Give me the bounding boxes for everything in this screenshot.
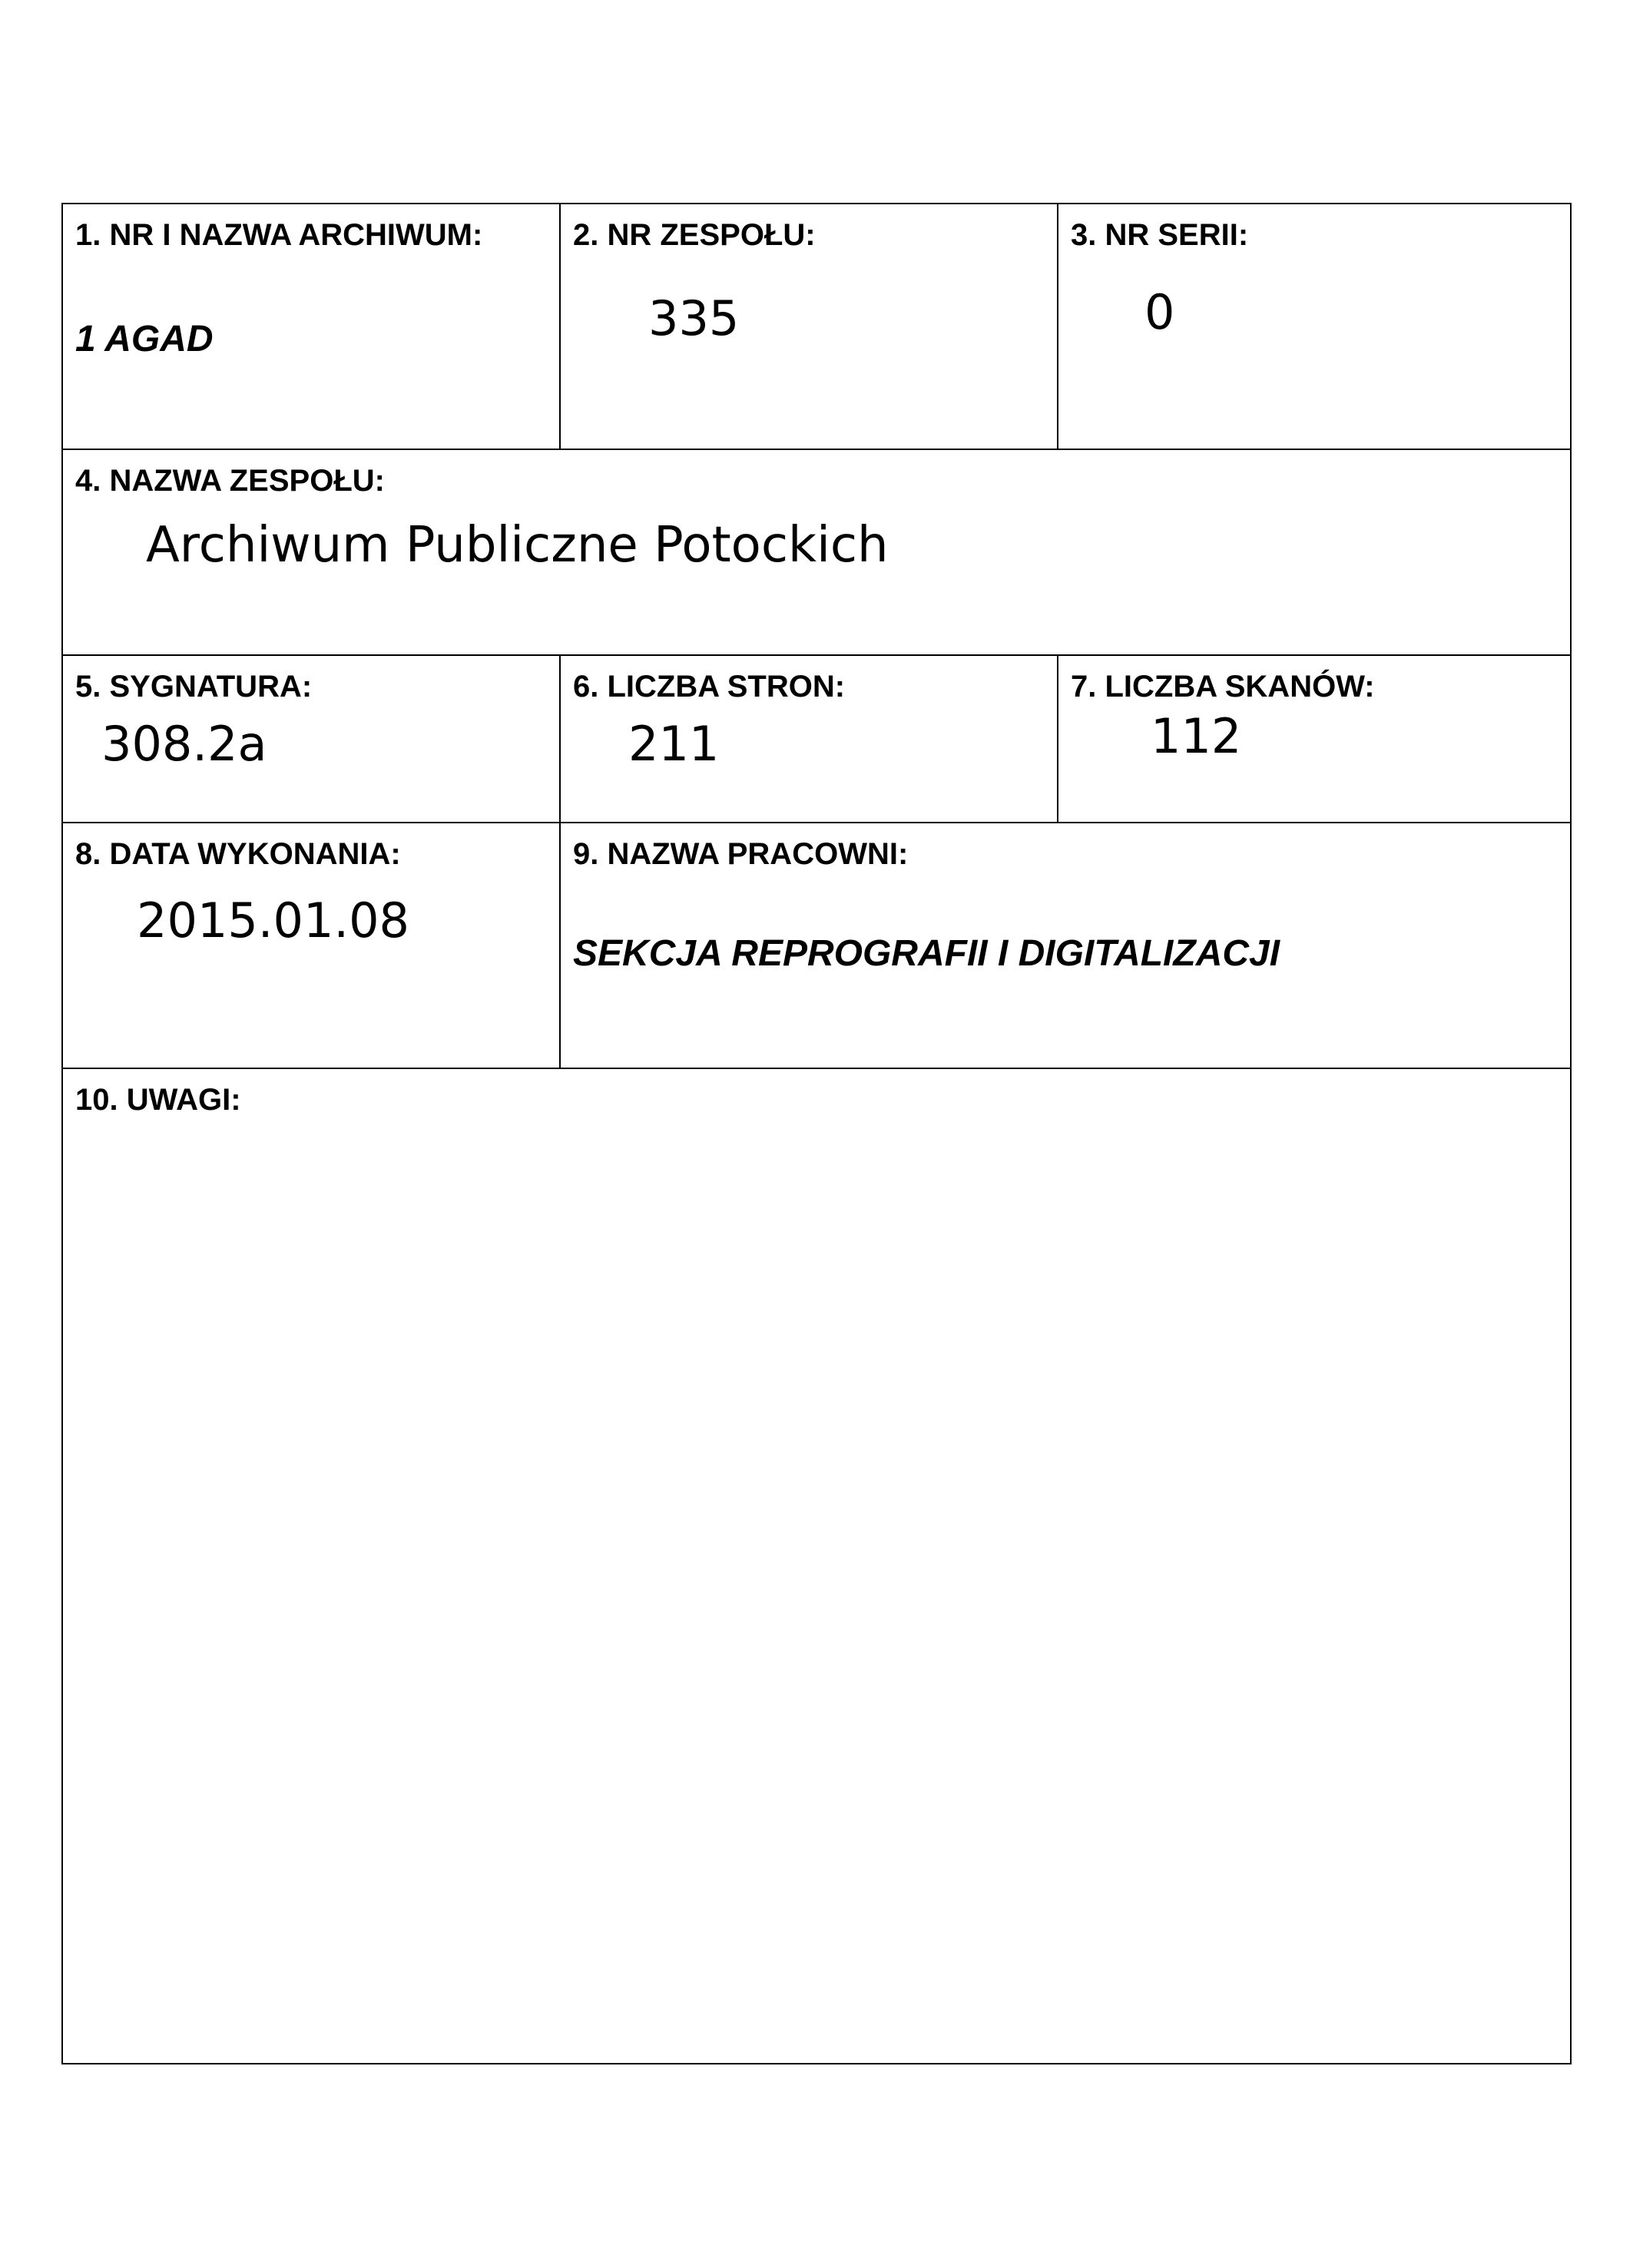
- date-label: 8. DATA WYKONANIA:: [75, 837, 401, 871]
- notes-label: 10. UWAGI:: [75, 1083, 241, 1117]
- archive-value: 1 AGAD: [75, 319, 214, 359]
- notes-cell: [63, 1069, 1570, 2063]
- fond-name-value: Archiwum Publiczne Potockich: [146, 517, 889, 574]
- scan-count-label: 7. LICZBA SKANÓW:: [1071, 670, 1375, 704]
- scan-count-value: 112: [1151, 708, 1242, 764]
- date-cell: [63, 823, 559, 1068]
- series-number-cell: [1058, 204, 1570, 449]
- page-count-label: 6. LICZBA STRON:: [573, 670, 846, 704]
- date-value: 2015.01.08: [137, 892, 409, 949]
- workshop-value: SEKCJA REPROGRAFII I DIGITALIZACJI: [573, 933, 1280, 974]
- series-number-value: 0: [1144, 284, 1175, 340]
- workshop-label: 9. NAZWA PRACOWNI:: [573, 837, 909, 871]
- scan-count-cell: [1058, 656, 1570, 822]
- page-count-value: 211: [628, 716, 720, 772]
- series-number-label: 3. NR SERII:: [1071, 218, 1249, 252]
- signature-cell: [63, 656, 559, 822]
- workshop-cell: [561, 823, 1570, 1068]
- fond-name-cell: [63, 450, 1570, 654]
- signature-value: 308.2a: [101, 716, 267, 772]
- page-count-cell: [561, 656, 1057, 822]
- fond-number-label: 2. NR ZESPOŁU:: [573, 218, 816, 252]
- signature-label: 5. SYGNATURA:: [75, 670, 313, 704]
- fond-number-value: 335: [648, 290, 740, 346]
- fond-name-label: 4. NAZWA ZESPOŁU:: [75, 464, 385, 498]
- archive-label: 1. NR I NAZWA ARCHIWUM:: [75, 218, 483, 252]
- archive-cell: [63, 204, 559, 449]
- fond-number-cell: [561, 204, 1057, 449]
- archive-metadata-form: [61, 203, 1572, 2064]
